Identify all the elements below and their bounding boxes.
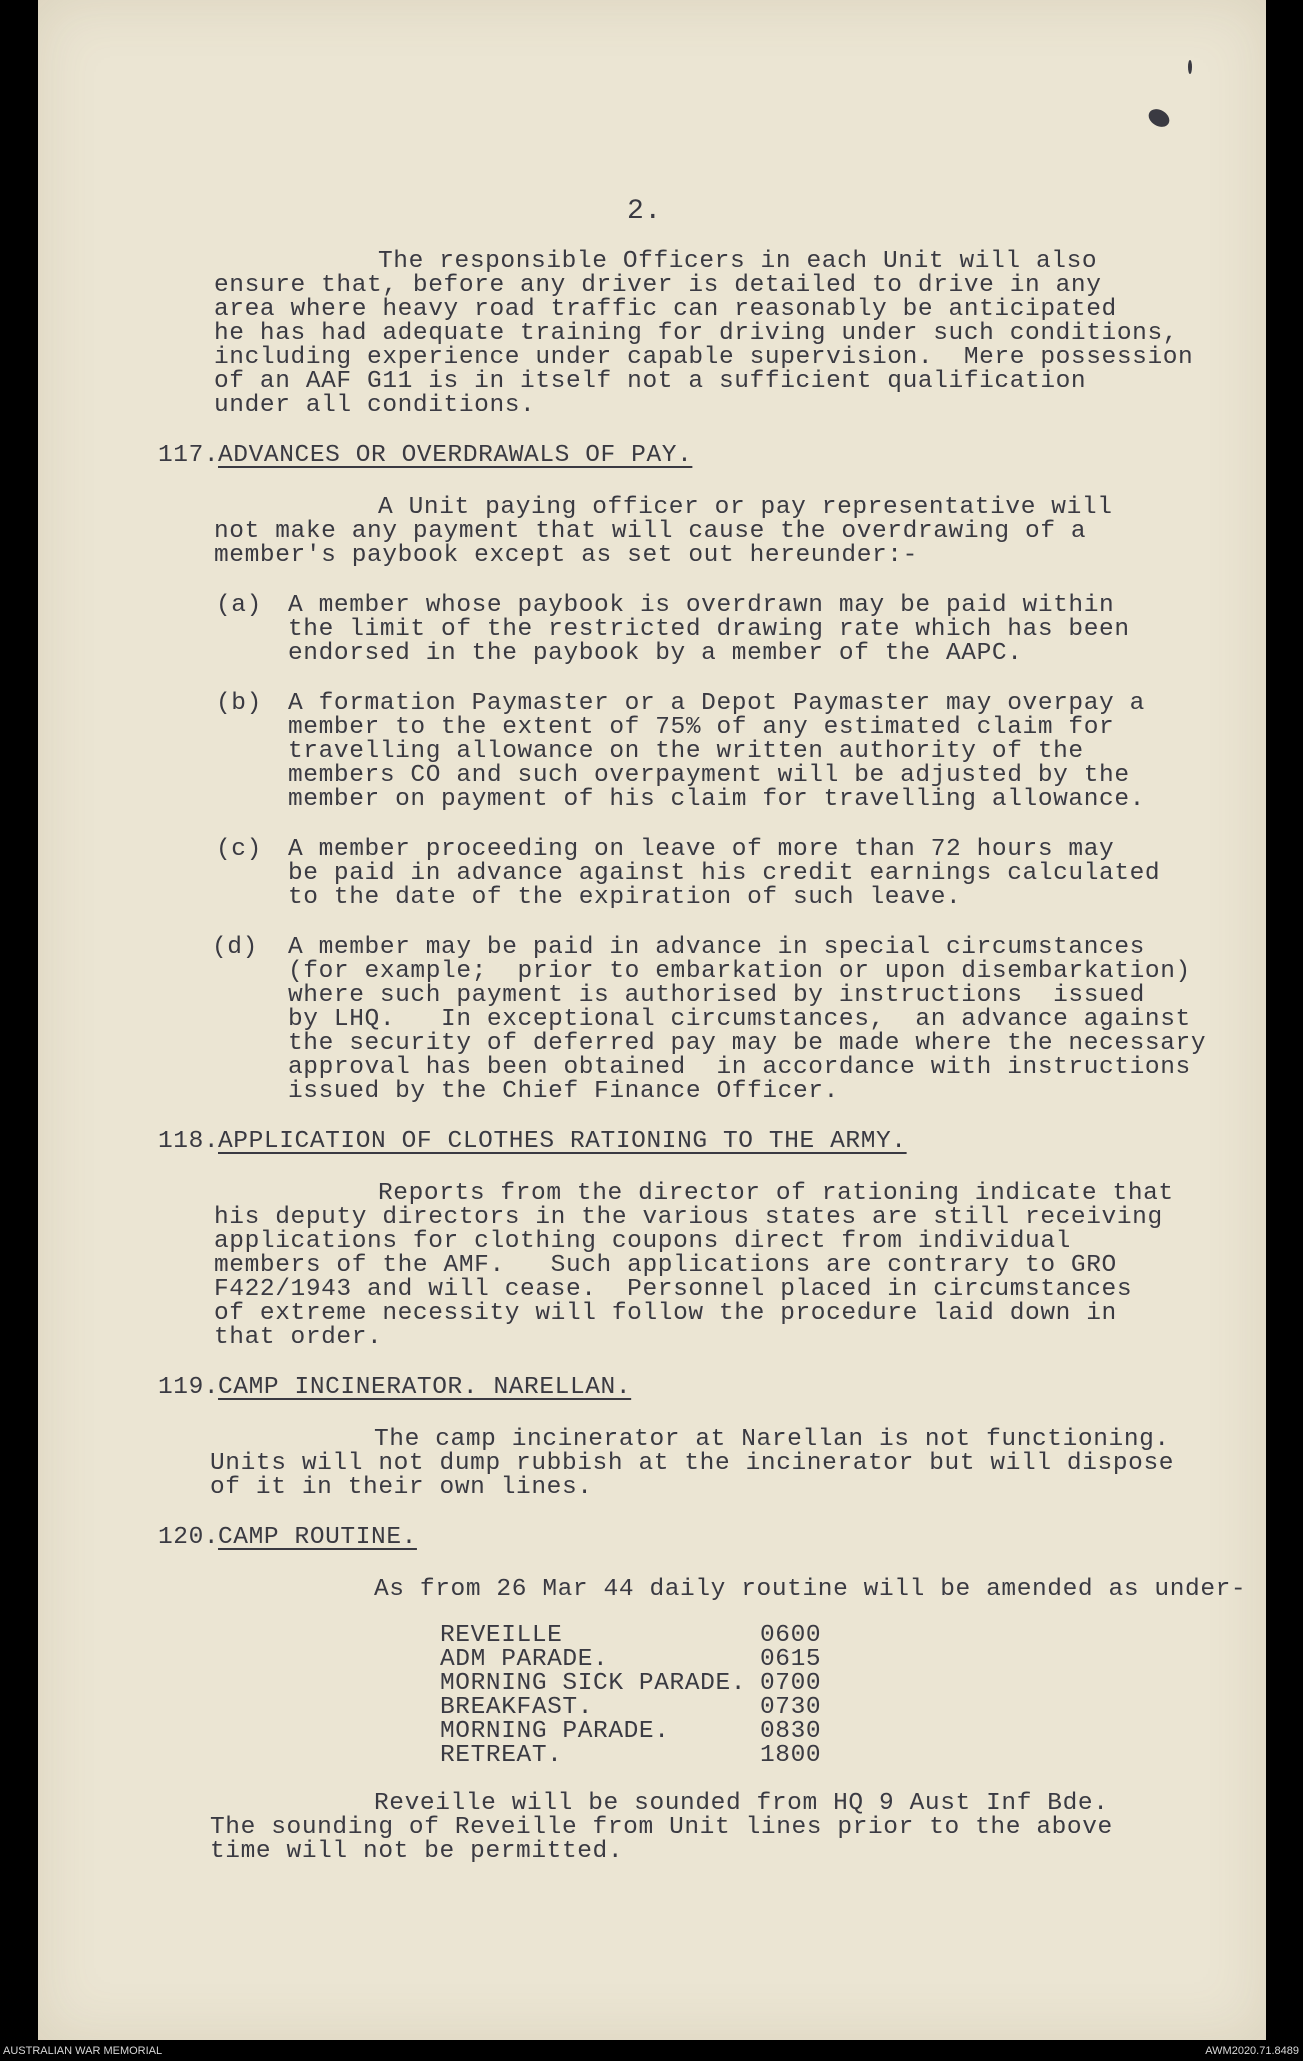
text-line: to the date of the expiration of such leave. [288,884,962,911]
text-line: member's paybook except as set out hereunder:- [214,542,918,569]
text-line: A Unit paying officer or pay representative will [378,494,1113,521]
text-line: of an AAF G11 is in itself not a sufficient qualification [214,368,1087,395]
text-line: approval has been obtained in accordance with instructions [288,1054,1191,1081]
text-line: A member proceeding on leave of more than 72 hours may [288,836,1115,863]
item-label: (a) [216,592,262,619]
routine-time: 0730 [760,1694,822,1721]
text-line: area where heavy road traffic can reasonably be anticipated [214,296,1117,323]
section-number: 120. [158,1524,220,1551]
text-line: ensure that, before any driver is detailed to drive in any [214,272,1102,299]
text-line: (for example; prior to embarkation or upon disembarkation) [288,958,1191,985]
section-heading: APPLICATION OF CLOTHES RATIONING TO THE ARMY. [218,1128,907,1155]
routine-time: 1800 [760,1742,822,1769]
text-line: members CO and such overpayment will be adjusted by the [288,762,1130,789]
section-number: 118. [158,1128,220,1155]
text-line: be paid in advance against his credit earnings calculated [288,860,1161,887]
section-heading: CAMP ROUTINE. [218,1524,417,1551]
text-line: Reports from the director of rationing indicate that [378,1180,1174,1207]
text-line: F422/1943 and will cease. Personnel placed in circumstances [214,1276,1133,1303]
text-line: his deputy directors in the various states are still receiving [214,1204,1163,1231]
text-line: issued by the Chief Finance Officer. [288,1078,839,1105]
section-heading: CAMP INCINERATOR. NARELLAN. [218,1374,632,1401]
text-line: The responsible Officers in each Unit will also [378,248,1098,275]
item-label: (b) [216,690,262,717]
text-line: under all conditions. [214,392,536,419]
routine-name: RETREAT. [440,1742,563,1769]
paper-damage-mark [1145,106,1172,131]
text-line: As from 26 Mar 44 daily routine will be amended as under- [374,1576,1247,1603]
text-line: he has had adequate training for driving under such conditions, [214,320,1179,347]
text-line: not make any payment that will cause the overdrawing of a [214,518,1087,545]
section-number: 119. [158,1374,220,1401]
routine-time: 0830 [760,1718,822,1745]
item-label: (d) [212,934,258,961]
text-line: The camp incinerator at Narellan is not functioning. [374,1426,1170,1453]
text-line: A formation Paymaster or a Depot Paymaster may overpay a [288,690,1145,717]
routine-time: 0700 [760,1670,822,1697]
text-line: by LHQ. In exceptional circumstances, an advance against [288,1006,1191,1033]
text-line: including experience under capable supervision. Mere possession [214,344,1194,371]
routine-name: MORNING PARADE. [440,1718,670,1745]
text-line: the limit of the restricted drawing rate which has been [288,616,1130,643]
item-label: (c) [216,836,262,863]
text-line: travelling allowance on the written authority of the [288,738,1084,765]
section-heading: ADVANCES OR OVERDRAWALS OF PAY. [218,442,693,469]
paper-damage-mark [1188,60,1192,74]
text-line: of it in their own lines. [210,1474,593,1501]
routine-name: BREAKFAST. [440,1694,594,1721]
section-number: 117. [158,442,220,469]
routine-name: REVEILLE [440,1622,563,1649]
text-line: time will not be permitted. [210,1838,624,1865]
text-line: that order. [214,1324,383,1351]
text-line: where such payment is authorised by instructions issued [288,982,1145,1009]
footer-right: AWM2020.71.8489 [1205,2045,1299,2057]
text-line: The sounding of Reveille from Unit lines prior to the above [210,1814,1113,1841]
routine-time: 0615 [760,1646,822,1673]
routine-name: MORNING SICK PARADE. [440,1670,747,1697]
text-line: A member may be paid in advance in special circumstances [288,934,1145,961]
text-line: Units will not dump rubbish at the incinerator but will dispose [210,1450,1175,1477]
text-line: endorsed in the paybook by a member of the AAPC. [288,640,1023,667]
footer-left: AUSTRALIAN WAR MEMORIAL [3,2045,163,2057]
text-line: A member whose paybook is overdrawn may be paid within [288,592,1115,619]
page-number: 2. [627,196,662,227]
text-line: of extreme necessity will follow the procedure laid down in [214,1300,1117,1327]
text-line: Reveille will be sounded from HQ 9 Aust Inf Bde. [374,1790,1109,1817]
text-line: applications for clothing coupons direct from individual [214,1228,1071,1255]
text-line: member to the extent of 75% of any estimated claim for [288,714,1115,741]
routine-time: 0600 [760,1622,822,1649]
text-line: members of the AMF. Such applications are contrary to GRO [214,1252,1117,1279]
text-line: the security of deferred pay may be made where the necessary [288,1030,1207,1057]
text-line: member on payment of his claim for travelling allowance. [288,786,1145,813]
routine-name: ADM PARADE. [440,1646,609,1673]
